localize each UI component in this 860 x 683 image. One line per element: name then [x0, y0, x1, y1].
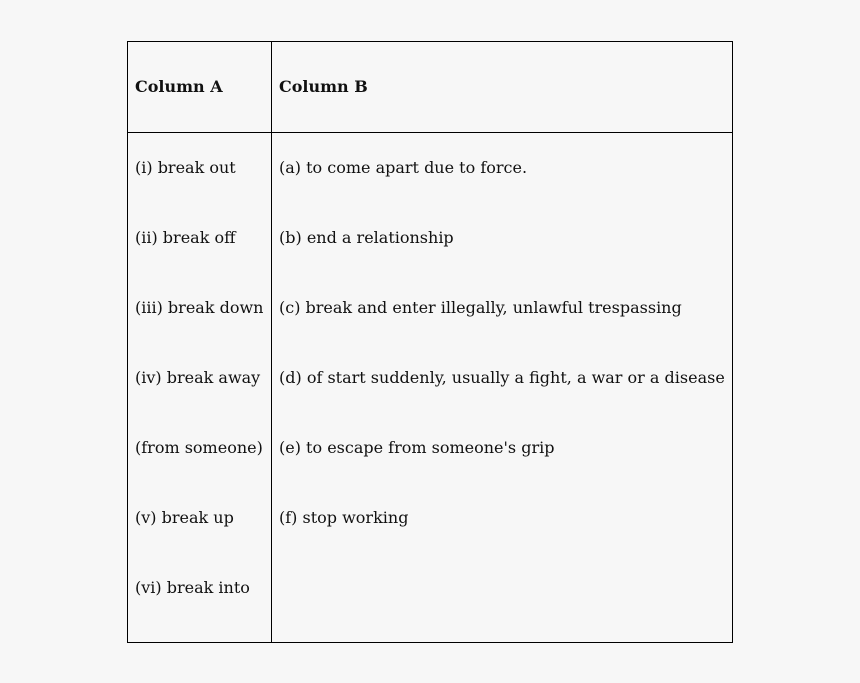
column-b-cell: (e) to escape from someone's grip [279, 438, 555, 457]
column-b-cell: (c) break and enter illegally, unlawful trespassing [279, 298, 682, 317]
column-a-header: Column A [135, 77, 223, 96]
column-a-cell: (ii) break off [135, 228, 236, 247]
column-b-cell: (d) of start suddenly, usually a fight, a war or a disease [279, 368, 725, 387]
column-a-cell: (v) break up [135, 508, 234, 527]
column-b-cell: (b) end a relationship [279, 228, 454, 247]
column-a-cell: (vi) break into [135, 578, 250, 597]
column-a-cell: (iii) break down [135, 298, 264, 317]
column-a-cell: (from someone) [135, 438, 263, 457]
column-a-cell: (i) break out [135, 158, 236, 177]
match-table [127, 41, 733, 643]
column-a-cell: (iv) break away [135, 368, 261, 387]
table-body [128, 133, 732, 623]
table-row [128, 553, 732, 623]
column-b-cell: (a) to come apart due to force. [279, 158, 528, 177]
column-b-header: Column B [279, 77, 368, 96]
column-b-cell: (f) stop working [279, 508, 409, 527]
